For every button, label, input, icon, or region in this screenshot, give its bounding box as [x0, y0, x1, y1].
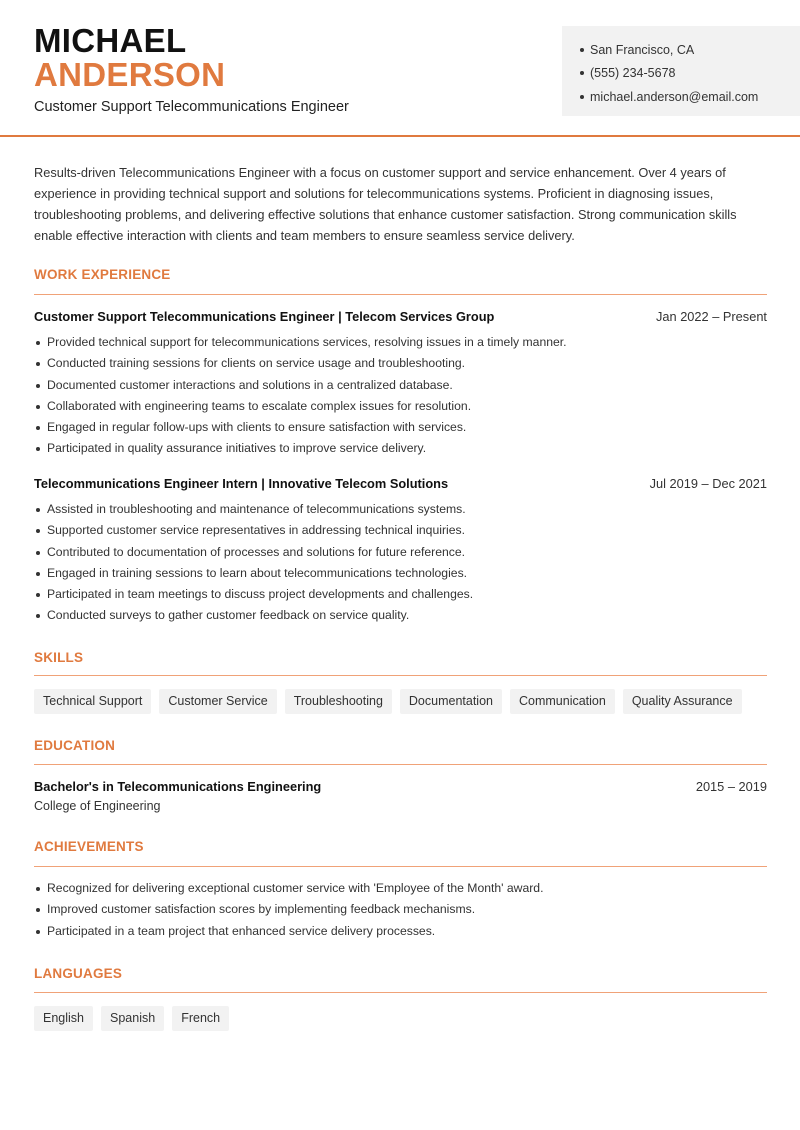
summary-paragraph: Results-driven Telecommunications Engineer with a focus on customer support and service enhancement. Over 4 years of experience in providing technical support and solutions for telecommunications systems. Proficient in diagnosing issues, troubleshooting problems, and delivering effective solutions that enhance customer satisfaction. Strong communication skills enable effective interaction with clients and team members to ensure seamless service delivery. [34, 165, 737, 243]
section-divider [34, 764, 767, 765]
skill-tag: Communication [510, 689, 615, 714]
first-name: MICHAEL [34, 22, 187, 59]
section-title-languages: LANGUAGES [34, 966, 123, 981]
job-bullets [34, 332, 767, 460]
language-tags [34, 1006, 229, 1031]
language-tag: Spanish [101, 1006, 164, 1031]
section-title-skills: SKILLS [34, 650, 84, 665]
school-name: College of Engineering [34, 799, 161, 813]
list-item: Participated in a team project that enhanced service delivery processes. [34, 921, 767, 942]
section-title-achievements: ACHIEVEMENTS [34, 839, 144, 854]
list-item: Participated in quality assurance initiatives to improve service delivery. [34, 438, 767, 459]
list-item: Engaged in regular follow-ups with clients to ensure satisfaction with services. [34, 417, 767, 438]
section-title-education: EDUCATION [34, 738, 116, 753]
bullet-icon [580, 48, 584, 52]
list-item: Recognized for delivering exceptional customer service with 'Employee of the Month' award. [34, 878, 767, 899]
section-title-work: WORK EXPERIENCE [34, 267, 171, 282]
skill-tag: Technical Support [34, 689, 151, 714]
list-item: Contributed to documentation of processes and solutions for future reference. [34, 542, 767, 563]
job-dates: Jan 2022 – Present [656, 309, 767, 324]
job-role: Telecommunications Engineer Intern | Innovative Telecom Solutions [34, 476, 449, 491]
job-bullets [34, 499, 767, 627]
language-tag: English [34, 1006, 93, 1031]
section-divider [34, 675, 767, 676]
contact-location: San Francisco, CA [580, 38, 800, 62]
contact-box [562, 26, 800, 116]
skill-tag: Documentation [400, 689, 502, 714]
list-item: Collaborated with engineering teams to escalate complex issues for resolution. [34, 396, 767, 417]
list-item: Engaged in training sessions to learn about telecommunications technologies. [34, 563, 767, 584]
language-tag: French [172, 1006, 229, 1031]
list-item: Assisted in troubleshooting and maintenance of telecommunications systems. [34, 499, 767, 520]
education-header [34, 779, 767, 794]
section-divider [34, 866, 767, 867]
section-divider [34, 294, 767, 295]
last-name: ANDERSON [34, 56, 226, 93]
bullet-icon [580, 95, 584, 99]
skill-tag: Customer Service [159, 689, 276, 714]
skill-tag: Quality Assurance [623, 689, 742, 714]
degree: Bachelor's in Telecommunications Engineering [34, 779, 322, 794]
skill-tag: Troubleshooting [285, 689, 392, 714]
list-item: Supported customer service representatives in addressing technical inquiries. [34, 520, 767, 541]
job-entry-header [34, 476, 767, 491]
achievement-bullets [34, 878, 767, 942]
list-item: Improved customer satisfaction scores by implementing feedback mechanisms. [34, 899, 767, 920]
candidate-name [34, 24, 225, 92]
job-title: Customer Support Telecommunications Engineer [34, 99, 349, 115]
job-dates: Jul 2019 – Dec 2021 [649, 476, 767, 491]
list-item: Documented customer interactions and solutions in a centralized database. [34, 375, 767, 396]
skills-tags [34, 689, 742, 714]
list-item: Provided technical support for telecommunications services, resolving issues in a timely manner. [34, 332, 767, 353]
contact-email: michael.anderson@email.com [580, 85, 800, 109]
contact-phone: (555) 234-5678 [580, 62, 800, 86]
resume-header [0, 0, 800, 137]
list-item: Conducted surveys to gather customer feedback on service quality. [34, 605, 767, 626]
section-divider [34, 992, 767, 993]
job-entry-header [34, 309, 767, 324]
list-item: Conducted training sessions for clients on service usage and troubleshooting. [34, 353, 767, 374]
list-item: Participated in team meetings to discuss project developments and challenges. [34, 584, 767, 605]
job-role: Customer Support Telecommunications Engineer | Telecom Services Group [34, 309, 495, 324]
bullet-icon [580, 71, 584, 75]
education-dates: 2015 – 2019 [695, 779, 767, 794]
